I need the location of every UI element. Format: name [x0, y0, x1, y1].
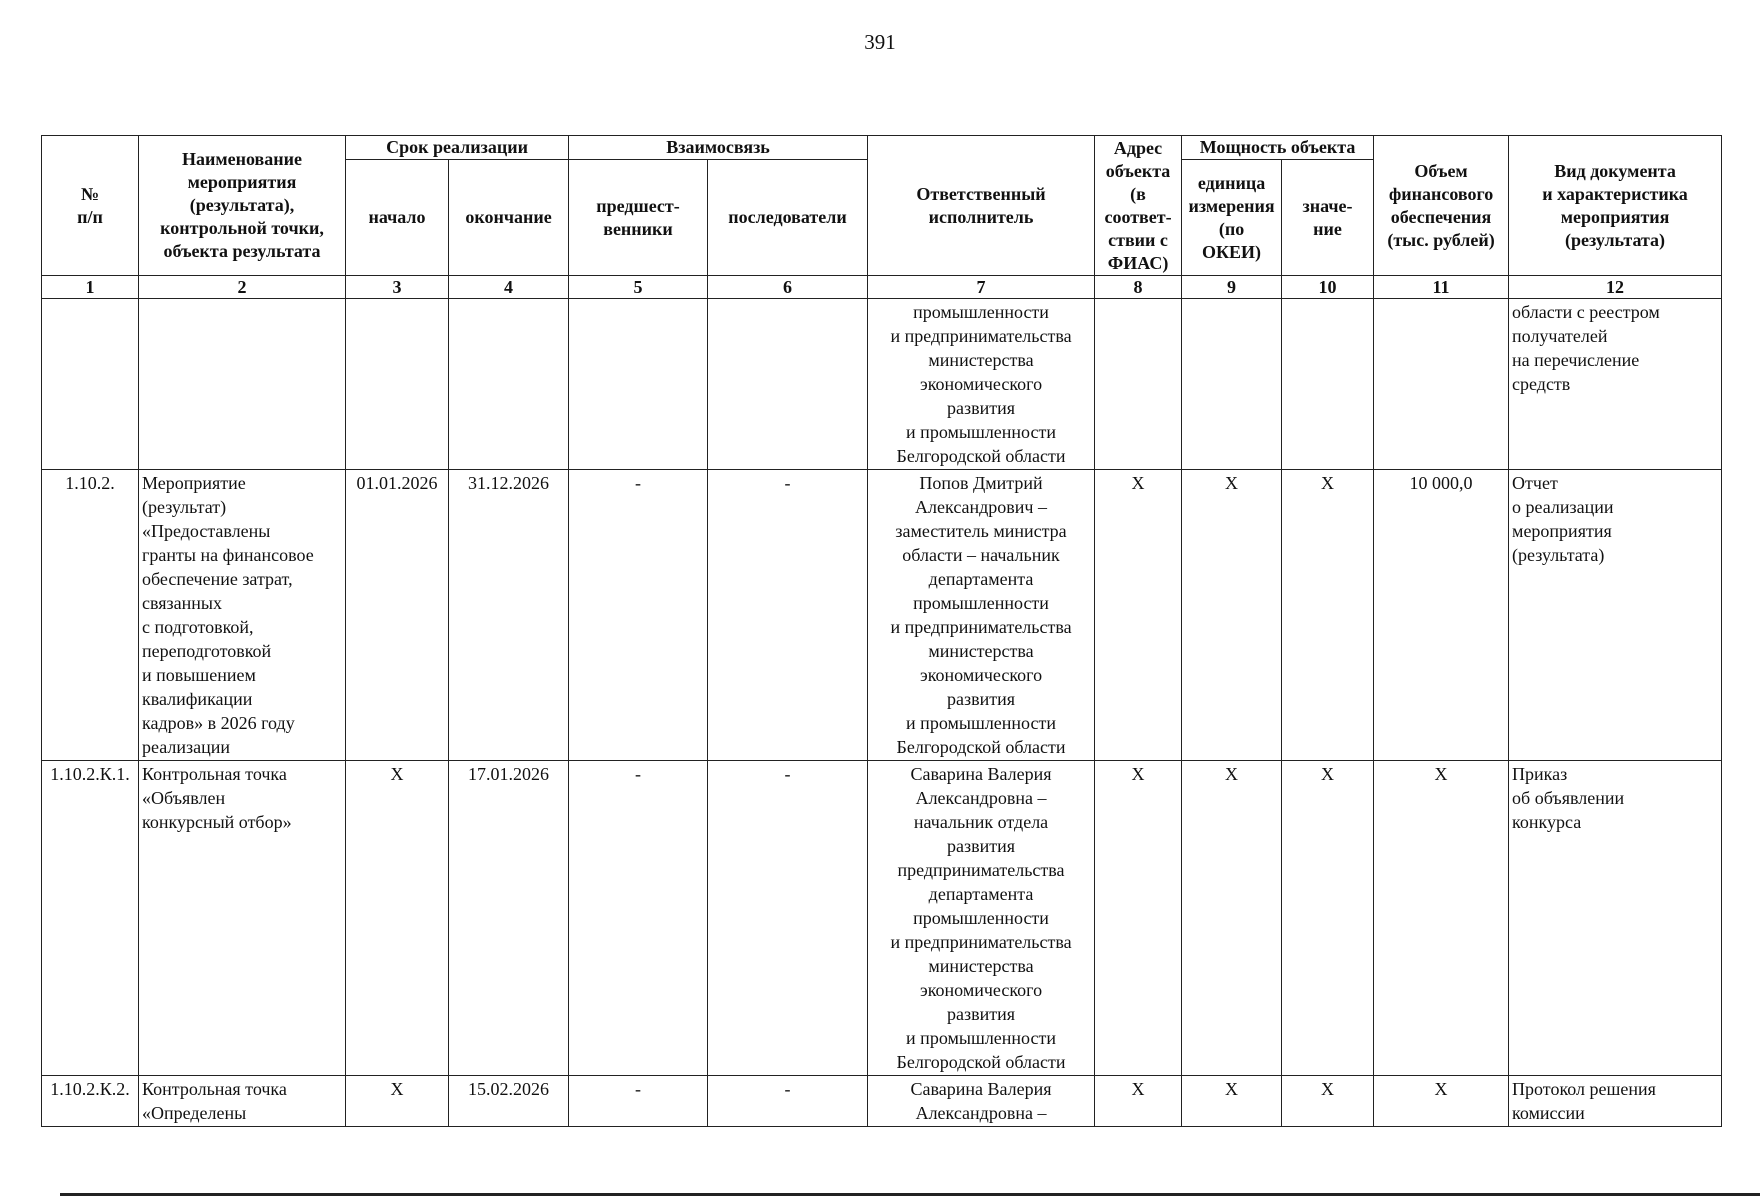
- column-number: 9: [1182, 276, 1282, 299]
- header-term-start: начало: [346, 160, 449, 276]
- column-number: 11: [1374, 276, 1509, 299]
- row-funding: Х: [1374, 1076, 1509, 1127]
- row-start: 01.01.2026: [346, 470, 449, 761]
- row-address: [1095, 299, 1182, 470]
- column-number: 6: [708, 276, 868, 299]
- row-end: 17.01.2026: [449, 761, 569, 1076]
- header-followers: последователи: [708, 160, 868, 276]
- row-responsible: Саварина Валерия Александровна –: [868, 1076, 1095, 1127]
- row-predecessors: -: [569, 1076, 708, 1127]
- column-number: 4: [449, 276, 569, 299]
- row-name: Мероприятие (результат) «Предоставлены гранты на финансовое обеспечение затрат, связанных с подготовкой, переподготовкой и повышением квалификации кадров» в 2026 году реализации: [139, 470, 346, 761]
- header-funding: Объем финансового обеспечения (тыс. рублей): [1374, 136, 1509, 276]
- column-number: 10: [1282, 276, 1374, 299]
- row-value: Х: [1282, 1076, 1374, 1127]
- row-doc-type: Отчет о реализации мероприятия (результата): [1509, 470, 1722, 761]
- column-number: 1: [42, 276, 139, 299]
- row-start: Х: [346, 761, 449, 1076]
- row-address: Х: [1095, 470, 1182, 761]
- row-address: Х: [1095, 761, 1182, 1076]
- row-start: Х: [346, 1076, 449, 1127]
- row-doc-type: Протокол решения комиссии: [1509, 1076, 1722, 1127]
- page-number: 391: [864, 30, 896, 54]
- row-value: Х: [1282, 470, 1374, 761]
- bottom-rule: [60, 1193, 1760, 1196]
- header-predecessors: предшест- венники: [569, 160, 708, 276]
- row-followers: -: [708, 470, 868, 761]
- table-row: [42, 470, 1722, 761]
- row-value: Х: [1282, 761, 1374, 1076]
- table-row: [42, 761, 1722, 1076]
- column-number-row: [42, 276, 1722, 299]
- header-capacity-group: Мощность объекта: [1182, 136, 1374, 160]
- row-funding: Х: [1374, 761, 1509, 1076]
- row-predecessors: -: [569, 470, 708, 761]
- header-value: значе- ние: [1282, 160, 1374, 276]
- row-doc-type: Приказ об объявлении конкурса: [1509, 761, 1722, 1076]
- column-number: 12: [1509, 276, 1722, 299]
- row-unit: Х: [1182, 470, 1282, 761]
- column-number: 3: [346, 276, 449, 299]
- row-name: [139, 299, 346, 470]
- header-term-group: Срок реализации: [346, 136, 569, 160]
- row-end: 31.12.2026: [449, 470, 569, 761]
- row-name: Контрольная точка «Объявлен конкурсный отбор»: [139, 761, 346, 1076]
- row-num: 1.10.2.: [42, 470, 139, 761]
- header-name: Наименование мероприятия (результата), контрольной точки, объекта результата: [139, 136, 346, 276]
- row-responsible: промышленности и предпринимательства министерства экономического развития и промышленности Белгородской области: [868, 299, 1095, 470]
- row-value: [1282, 299, 1374, 470]
- row-predecessors: -: [569, 761, 708, 1076]
- row-end: 15.02.2026: [449, 1076, 569, 1127]
- column-number: 2: [139, 276, 346, 299]
- row-followers: [708, 299, 868, 470]
- table-row: [42, 1076, 1722, 1127]
- implementation-plan-table: [41, 135, 1722, 1127]
- header-address: Адрес объекта (в соответ- ствии с ФИАС): [1095, 136, 1182, 276]
- row-followers: -: [708, 1076, 868, 1127]
- header-unit: единица измерения (по ОКЕИ): [1182, 160, 1282, 276]
- row-num: 1.10.2.К.2.: [42, 1076, 139, 1127]
- row-unit: Х: [1182, 1076, 1282, 1127]
- row-followers: -: [708, 761, 868, 1076]
- header-num: № п/п: [42, 136, 139, 276]
- column-number: 7: [868, 276, 1095, 299]
- row-doc-type: области с реестром получателей на перечисление средств: [1509, 299, 1722, 470]
- column-number: 8: [1095, 276, 1182, 299]
- row-end: [449, 299, 569, 470]
- row-predecessors: [569, 299, 708, 470]
- row-name: Контрольная точка «Определены: [139, 1076, 346, 1127]
- row-responsible: Саварина Валерия Александровна – начальник отдела развития предпринимательства департамента промышленности и предпринимательства министерства экономического развития и промышленности Белгородской области: [868, 761, 1095, 1076]
- header-doc-type: Вид документа и характеристика мероприятия (результата): [1509, 136, 1722, 276]
- row-num: [42, 299, 139, 470]
- row-start: [346, 299, 449, 470]
- row-funding: [1374, 299, 1509, 470]
- row-num: 1.10.2.К.1.: [42, 761, 139, 1076]
- header-link-group: Взаимосвязь: [569, 136, 868, 160]
- table-row: [42, 299, 1722, 470]
- header-term-end: окончание: [449, 160, 569, 276]
- row-address: Х: [1095, 1076, 1182, 1127]
- row-unit: [1182, 299, 1282, 470]
- row-responsible: Попов Дмитрий Александрович – заместитель министра области – начальник департамента промышленности и предпринимательства министерства экономического развития и промышленности Белгородской области: [868, 470, 1095, 761]
- row-unit: Х: [1182, 761, 1282, 1076]
- header-responsible: Ответственный исполнитель: [868, 136, 1095, 276]
- column-number: 5: [569, 276, 708, 299]
- row-funding: 10 000,0: [1374, 470, 1509, 761]
